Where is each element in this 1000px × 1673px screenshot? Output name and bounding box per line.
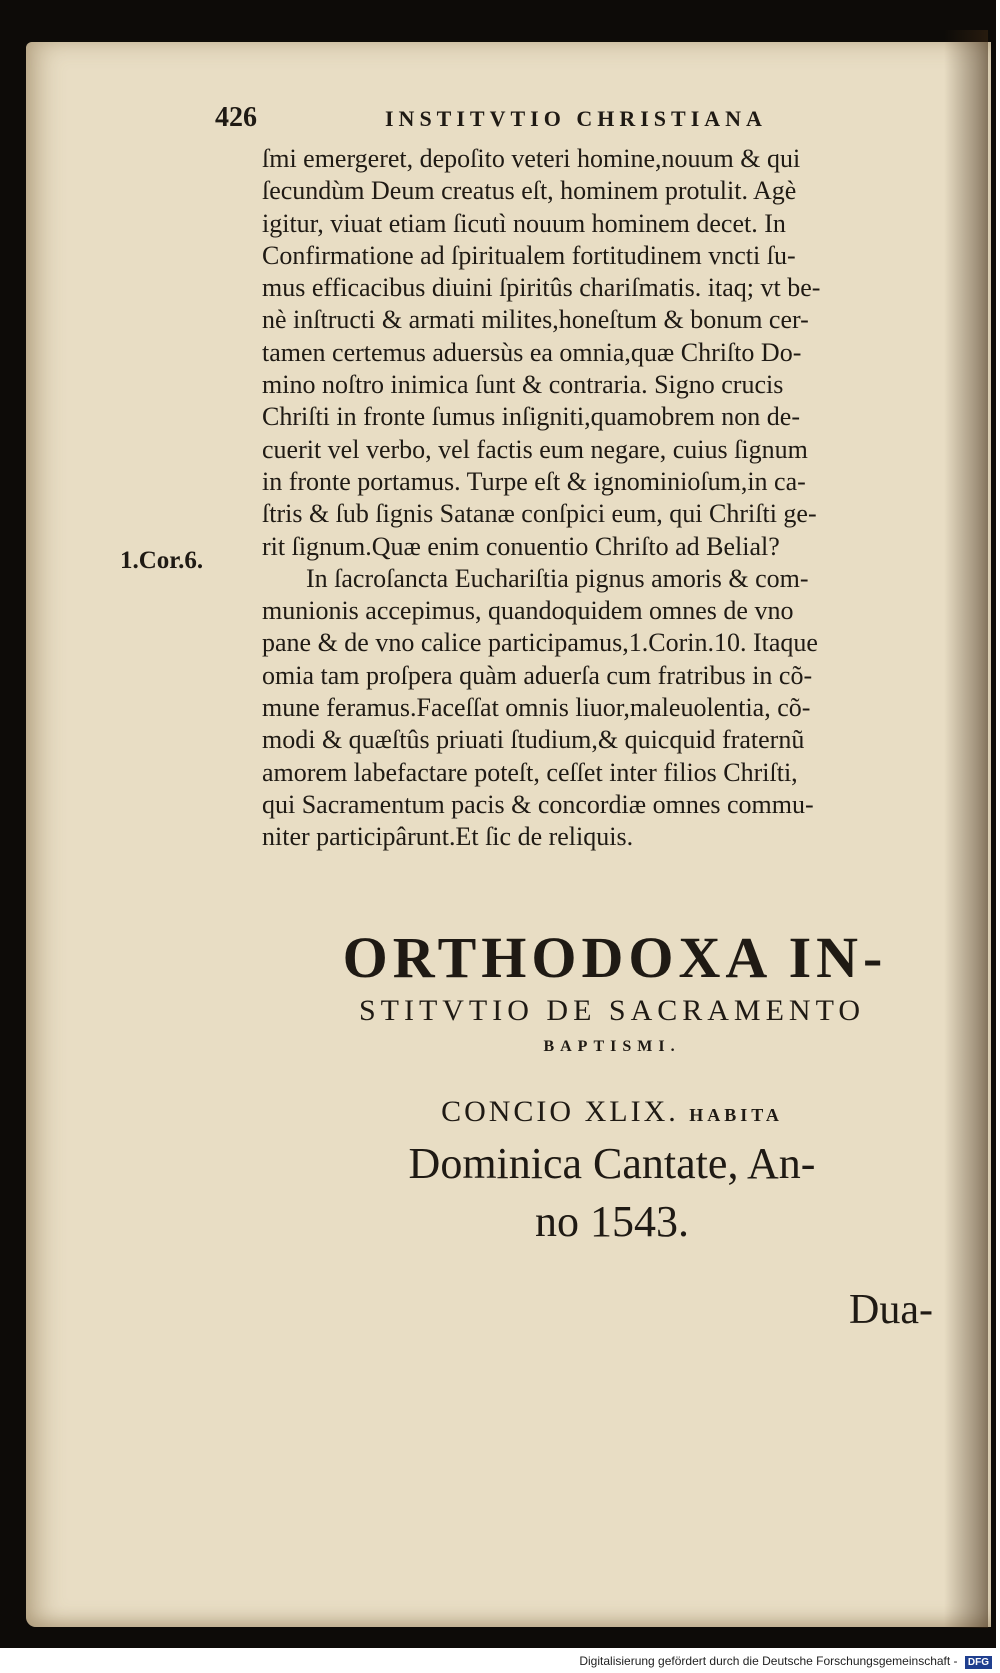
running-title: INSTITVTIO CHRISTIANA (385, 106, 767, 131)
sermon-title (262, 1092, 962, 1251)
sermon-date-line-1: Dominica Cantate, An- (408, 1139, 816, 1188)
text-line: qui Sacramentum pacis & concordiæ omnes commu- (262, 789, 814, 819)
page-number: 426 (215, 102, 257, 133)
text-line: pane & de vno calice participamus,1.Corin.10. Itaque (262, 628, 818, 658)
running-head (215, 102, 855, 142)
text-line: cuerit vel verbo, vel factis eum negare, cuius ſignum (262, 434, 808, 464)
text-line: ſecundùm Deum creatus eſt, hominem protulit. Agè (262, 176, 797, 206)
text-line: ſmi emergeret, depoſito veteri homine,nouum & qui (262, 144, 801, 173)
text-line: igitur, viuat etiam ſicutì nouum hominem decet. In (262, 208, 786, 238)
body-text (262, 143, 962, 854)
text-line: In ſacroſancta Euchariſtia pignus amoris & com- (306, 563, 809, 593)
heading-line-3: BAPTISMI. (543, 1038, 681, 1055)
text-line: modi & quæſtûs priuati ſtudium,& quicquid fraternũ (262, 725, 805, 755)
text-line: mune feramus.Faceſſat omnis liuor,maleuolentia, cõ- (262, 693, 811, 723)
footer-credit (579, 1654, 992, 1669)
dfg-logo: DFG (965, 1656, 992, 1669)
sermon-label-line (262, 1092, 962, 1135)
section-heading (262, 925, 962, 1061)
sermon-date-line-2: no 1543. (535, 1197, 689, 1246)
heading-line-2: STITVTIO DE SACRAMENTO (358, 994, 866, 1027)
heading-line-1: ORTHODOXA IN- (342, 925, 888, 990)
text-line: amorem labefactare poteſt, ceſſet inter filios Chriſti, (262, 757, 798, 787)
text-line: munionis accepimus, quandoquidem omnes de vno (262, 596, 794, 626)
text-line: mus efficacibus diuini ſpiritûs chariſmatis. itaq; vt be- (262, 273, 821, 303)
catchword: Dua- (849, 1287, 933, 1333)
sermon-label-small: HABITA (689, 1105, 783, 1125)
text-line: omia tam proſpera quàm aduerſa cum fratribus in cõ- (262, 660, 813, 690)
marginal-note: 1.Cor.6. (120, 547, 204, 574)
text-line: tamen certemus aduersùs ea omnia,quæ Chriſto Do- (262, 337, 802, 367)
text-line: rit ſignum.Quæ enim conuentio Chriſto ad Belial? (262, 531, 780, 561)
sermon-label: CONCIO XLIX. (441, 1095, 679, 1128)
text-line: Chriſti in fronte ſumus inſigniti,quamobrem non de- (262, 402, 800, 432)
text-line: Confirmatione ad ſpiritualem fortitudinem vncti ſu- (262, 240, 796, 270)
text-line: niter participârunt.Et ſic de reliquis. (262, 822, 634, 852)
text-line: nè inſtructi & armati milites,honeſtum & bonum cer- (262, 305, 809, 335)
text-line: mino noſtro inimica ſunt & contraria. Signo crucis (262, 370, 784, 400)
text-line: ſtris & ſub ſignis Satanæ conſpici eum, qui Chriſti ge- (262, 499, 817, 529)
text-line: in fronte portamus. Turpe eſt & ignominioſum,in ca- (262, 466, 806, 496)
footer-credit-text: Digitalisierung gefördert durch die Deutsche Forschungsgemeinschaft - (579, 1654, 958, 1668)
